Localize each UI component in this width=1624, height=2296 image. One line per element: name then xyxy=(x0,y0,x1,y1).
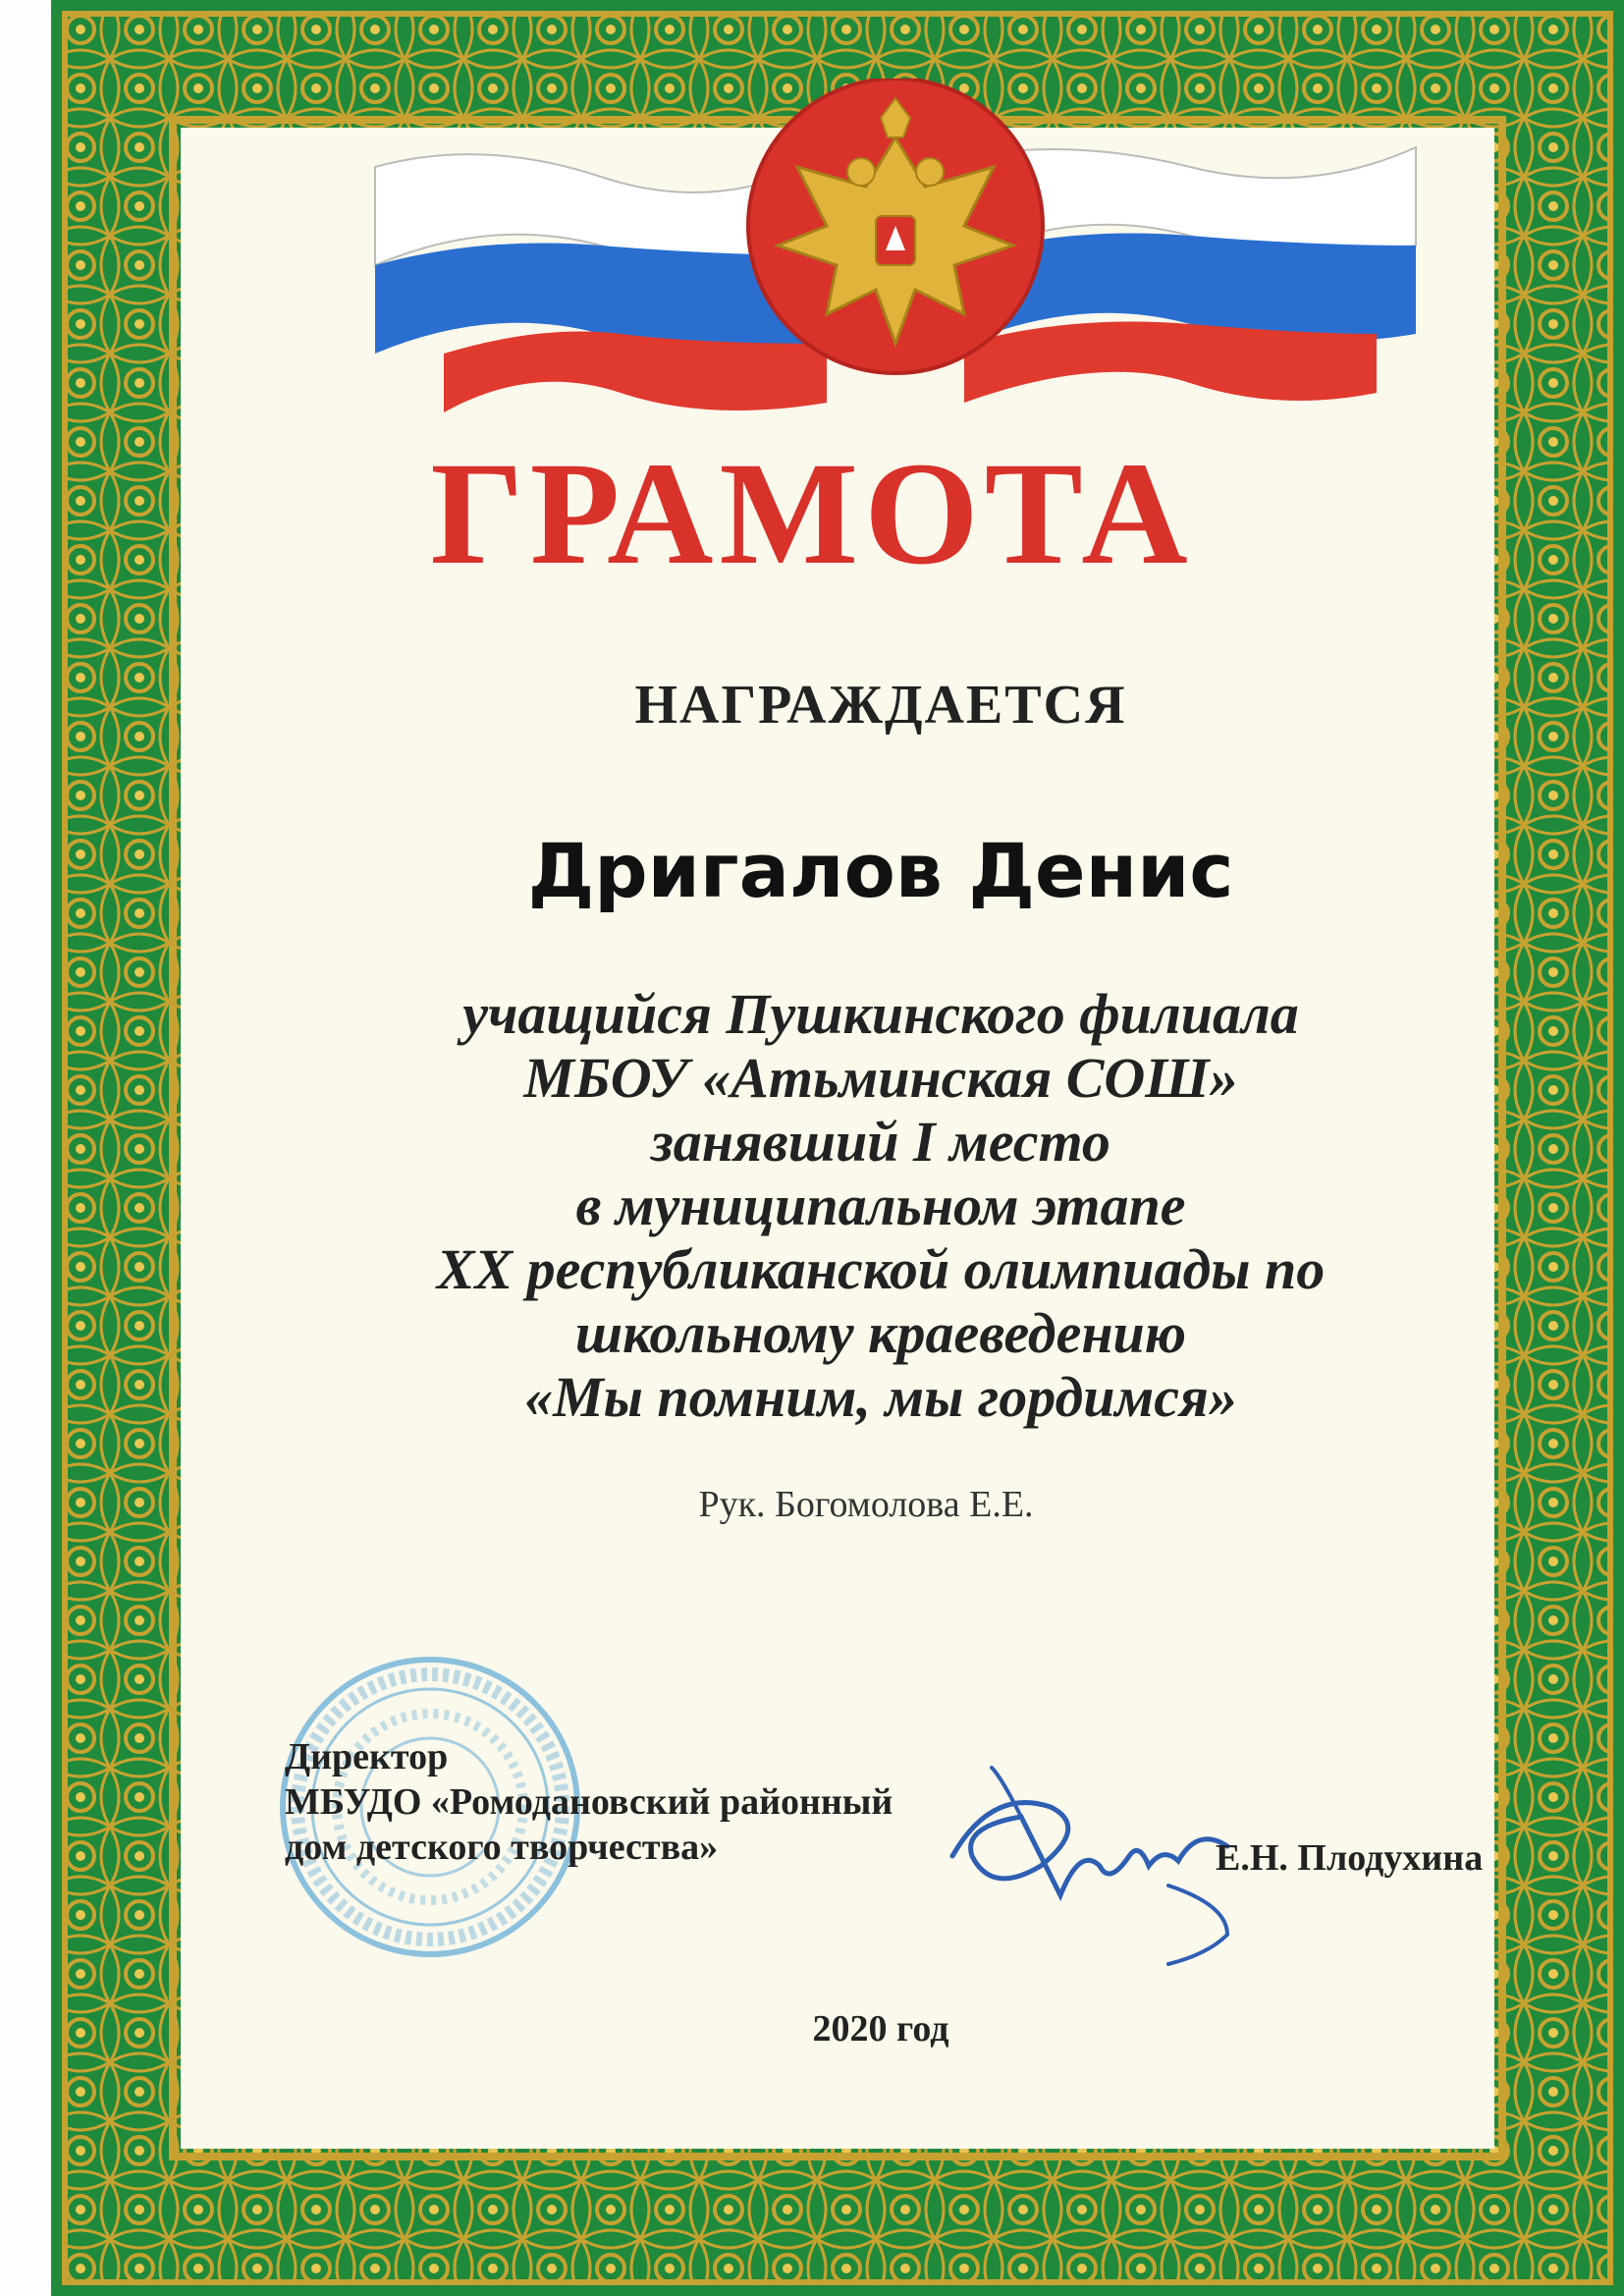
citation-line: МБОУ «Атьминская СОШ» xyxy=(523,1046,1238,1110)
citation-line: XX республиканской олимпиады по xyxy=(436,1237,1326,1301)
director-name: Е.Н. Плодухина xyxy=(1216,1837,1484,1879)
citation-line: «Мы помним, мы гордимся» xyxy=(524,1365,1237,1429)
citation-line: в муниципальном этапе xyxy=(575,1174,1186,1237)
issue-year: 2020 год xyxy=(812,2008,949,2050)
citation-line: учащийся Пушкинского филиала xyxy=(462,982,1299,1046)
director-title-line: дом детского творчества» xyxy=(285,1827,719,1868)
citation xyxy=(196,982,1565,1429)
mentor-line: Рук. Богомолова Е.Е. xyxy=(698,1484,1034,1525)
director-title-line: Директор xyxy=(285,1736,449,1777)
certificate-title: ГРАМОТА xyxy=(430,432,1194,595)
citation-line: занявший I место xyxy=(651,1110,1110,1174)
coat-of-arms-icon xyxy=(748,79,1043,373)
awarded-label: НАГРАЖДАЕТСЯ xyxy=(634,675,1127,736)
flag-and-emblem xyxy=(365,79,1426,417)
director-title xyxy=(285,1734,972,1870)
citation-line: школьному краеведению xyxy=(574,1301,1187,1365)
recipient-name: Дригалов Денис xyxy=(527,827,1234,914)
director-title-line: МБУДО «Ромодановский районный xyxy=(285,1781,893,1823)
